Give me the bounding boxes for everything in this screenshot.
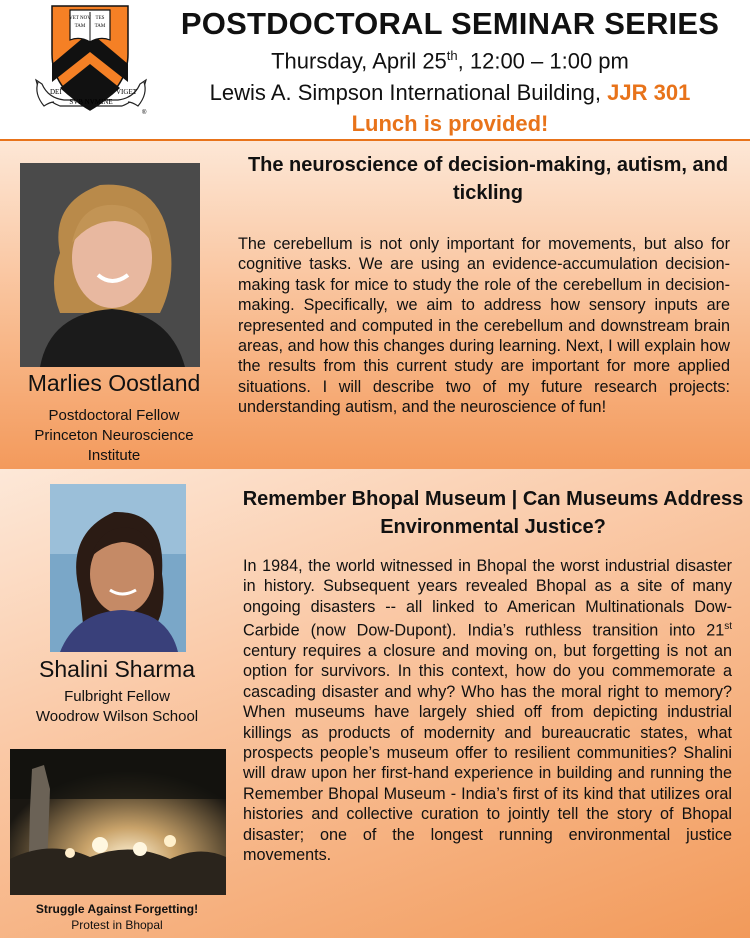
seal-text-viget: VIGET (116, 88, 137, 96)
speaker2-photo (50, 484, 186, 652)
svg-text:VET NOV: VET NOV (69, 16, 91, 21)
speaker1-abstract: The cerebellum is not only important for movements, but also for cognitive tasks. We are using an evidence-accumulation decision-making task for mice to study the role of the cerebellum in decision-making. Specifically, we aim to address how sensory inputs are represented and computed in the cerebellum and downstream brain areas, and how this changes during learning. Next, I will explain how the results from this current study are important for more applied situations. I will describe two of my future research projects: understanding autism, and the neuroscience of fun! (238, 235, 730, 417)
speaker1-name: Marlies Oostland (27, 370, 201, 396)
speaker1-talk-title: The neuroscience of decision-making, autism, and tickling (247, 154, 729, 204)
series-title: POSTDOCTORAL SEMINAR SERIES (180, 6, 720, 41)
protest-photo (10, 749, 226, 895)
seal-text-motto: SVB NVMINE (69, 98, 113, 106)
speaker2-talk-title: Remember Bhopal Museum | Can Museums Address Environmental Justice? (242, 488, 744, 538)
seminar-location: Lewis A. Simpson International Building, JJR 301 (209, 80, 691, 105)
lunch-notice: Lunch is provided! (351, 111, 549, 136)
princeton-shield-logo (30, 2, 150, 132)
svg-text:TAM: TAM (94, 24, 106, 29)
svg-text:TES: TES (95, 16, 105, 21)
protest-caption: Protest in Bhopal (71, 918, 163, 932)
speaker2-name: Shalini Sharma (39, 656, 195, 682)
seminar-date: Thursday, April 25th, 12:00 – 1:00 pm (271, 48, 629, 74)
protest-caption-title: Struggle Against Forgetting! (35, 902, 199, 916)
speaker2-section (0, 469, 750, 938)
speaker1-photo (20, 163, 200, 367)
speaker2-abstract: In 1984, the world witnessed in Bhopal the worst industrial disaster in history. Subsequent years revealed Bhopal as a site of many ongoing disasters -- all linked to American Multinationals Dow-Carbide (now Dow-Dupont). India’s ruthless transition into 21st century requires a closure and moving on, but forgetting is not an option for survivors. In this context, how do you commemorate a cascading disaster and why? Who has the moral right to memory? When museums have largely shied off from depicting industrial killings as products of modernity and bureaucratic states, what prospects people’s museum offer to resilient communities? Shalini will draw upon her first-hand experience in building and running the Remember Bhopal Museum - India’s first of its kind that utilizes oral histories and collective curation to jointly tell the story of Bhopal disaster; one of the longest running environmental justice movements. (243, 557, 732, 865)
svg-text:TAM: TAM (74, 24, 86, 29)
seal-text-dei: DEI (50, 88, 62, 96)
speaker1-section (0, 139, 750, 471)
poster-header (0, 0, 750, 138)
room-number: JJR 301 (607, 80, 691, 105)
speaker1-role: Postdoctoral Fellow Princeton Neuroscience Institute (34, 407, 194, 464)
svg-text:®: ® (142, 110, 147, 116)
speaker2-role: Fulbright Fellow Woodrow Wilson School (35, 688, 199, 725)
